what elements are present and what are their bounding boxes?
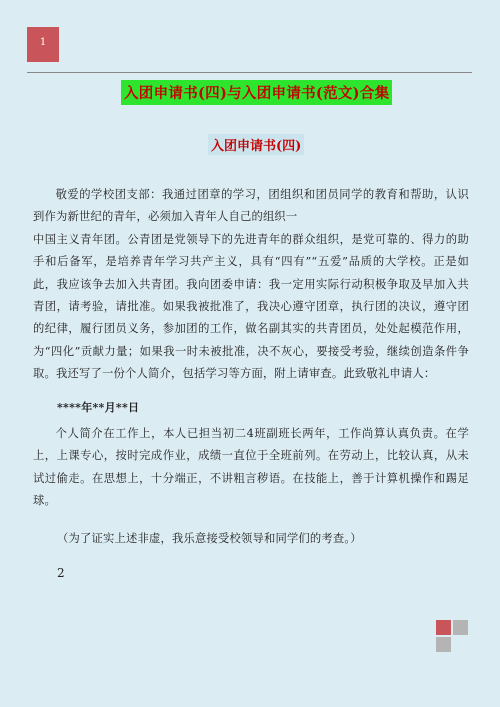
decorative-square-gray [453, 620, 468, 635]
page-two-number: 2 [57, 566, 65, 580]
page-number-badge [27, 27, 59, 62]
paragraph-line-2: 中国主义青年团。公青团是党领导下的先进青年的群众组织，是党可靠的、得力的助手和后备军，是培养青年学习共产主义，具有“四有”“五爱”品质的大学校。正是如此，我应该争去加入共青团。我向团委申请：我一定用实际行动积极争取及早加入共青团，请考验，请批准。如果我被批准了，我决心遵守团章，执行团的决议，遵守团的纪律，履行团员义务，参加团的工作，做名副其实的共青团员，处处起模范作用，为“四化”贡献力量；如果我一时未被批准，决不灰心，要接受考验，继续创造条件争取。我还写了一份个人简介，包括学习等方面，附上请审查。此致敬礼申请人： [33, 232, 469, 381]
application-paragraph [33, 184, 469, 386]
page-number: 1 [39, 37, 47, 48]
decorative-square-red [436, 620, 451, 635]
date-line: ****年**月**日 [57, 401, 140, 414]
paragraph-line-1: 敬爱的学校团支部：我通过团章的学习，团组织和团员同学的教育和帮助，认识到作为新世纪的青年，必须加入青年人自己的组织一 [33, 188, 469, 224]
personal-intro-paragraph: 个人简介在工作上，本人已担当初二4班副班长两年，工作尚算认真负责。在学上，上课专心，按时完成作业，成绩一直位于全班前列。在劳动上，比较认真，从未试过偷走。在思想上，十分端正，不讲粗言秽语。在技能上，善于计算机操作和踢足球。 [33, 427, 469, 508]
main-title: 入团申请书(四)与入团申请书(范文)合集 [121, 80, 392, 105]
closing-note: （为了证实上述非虚，我乐意接受校领导和同学们的考查。） [57, 532, 362, 545]
header-divider [27, 72, 472, 73]
decorative-square-gray [436, 637, 451, 652]
sub-title: 入团申请书(四) [208, 134, 304, 155]
